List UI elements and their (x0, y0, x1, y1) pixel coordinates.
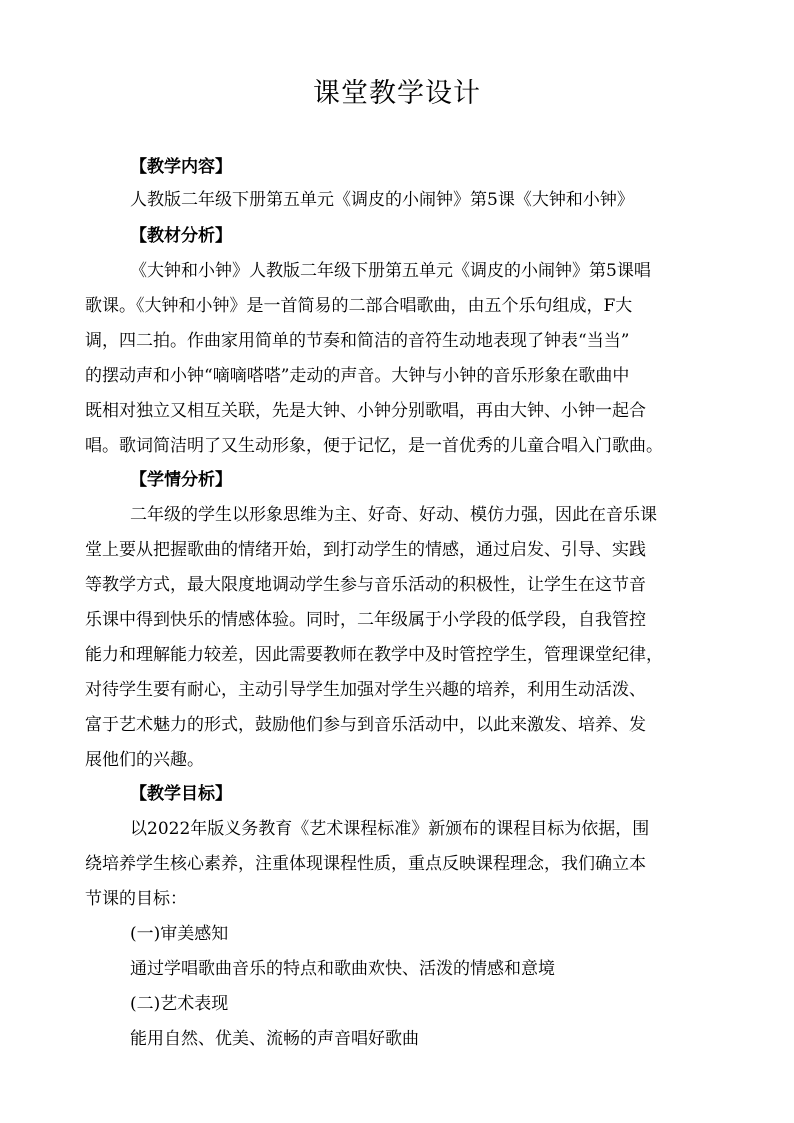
goals-text-line: 节课的目标： (85, 889, 187, 909)
section-heading-goals: 【教学目标】 (130, 784, 232, 804)
material-text-line: 的摆动声和小钟“嘀嘀嗒嗒”走动的声音。大钟与小钟的音乐形象在歌曲中 (85, 366, 630, 386)
students-text-line: 乐课中得到快乐的情感体验。同时，二年级属于小学段的低学段，自我管控 (85, 610, 646, 630)
goals-text-line: 绕培养学生核心素养，注重体现课程性质，重点反映课程理念，我们确立本 (85, 854, 646, 874)
page-title: 课堂教学设计 (313, 78, 481, 109)
students-text-line: 二年级的学生以形象思维为主、好奇、好动、模仿力强，因此在音乐课 (130, 505, 657, 525)
goal-item-label: (二)艺术表现 (130, 994, 229, 1014)
section-heading-students: 【学情分析】 (130, 470, 232, 490)
goals-text-line: 以2022年版义务教育《艺术课程标准》新颁布的课程目标为依据，围 (130, 819, 650, 839)
material-text-line: 唱。歌词简洁明了又生动形象，便于记忆，是一首优秀的儿童合唱入门歌曲。 (85, 436, 663, 456)
students-text-line: 展他们的兴趣。 (85, 750, 204, 770)
material-text-line: 《大钟和小钟》人教版二年级下册第五单元《调皮的小闹钟》第5课唱 (130, 261, 651, 281)
goal-item-label: (一)审美感知 (130, 924, 229, 944)
material-text-line: 歌课。《大钟和小钟》是一首简易的二部合唱歌曲，由五个乐句组成，F大 (85, 296, 633, 316)
students-text-line: 富于艺术魅力的形式，鼓励他们参与到音乐活动中，以此来激发、培养、发 (85, 715, 646, 735)
material-text-line: 调，四二拍。作曲家用简单的节奏和简洁的音符生动地表现了钟表“当当” (85, 331, 630, 351)
section-heading-content: 【教学内容】 (130, 157, 232, 177)
students-text-line: 等教学方式，最大限度地调动学生参与音乐活动的积极性，让学生在这节音 (85, 575, 646, 595)
goal-item-text: 通过学唱歌曲音乐的特点和歌曲欢快、活泼的情感和意境 (130, 959, 555, 979)
students-text-line: 能力和理解能力较差，因此需要教师在教学中及时管控学生，管理课堂纪律， (85, 645, 663, 665)
material-text-line: 既相对独立又相互关联，先是大钟、小钟分别歌唱，再由大钟、小钟一起合 (85, 401, 646, 421)
students-text-line: 对待学生要有耐心，主动引导学生加强对学生兴趣的培养，利用生动活泼、 (85, 680, 646, 700)
students-text-line: 堂上要从把握歌曲的情绪开始，到打动学生的情感，通过启发、引导、实践 (85, 540, 646, 560)
goal-item-text: 能用自然、优美、流畅的声音唱好歌曲 (130, 1029, 419, 1049)
section-heading-material: 【教材分析】 (130, 226, 232, 246)
content-text-line: 人教版二年级下册第五单元《调皮的小闹钟》第5课《大钟和小钟》 (130, 190, 634, 210)
